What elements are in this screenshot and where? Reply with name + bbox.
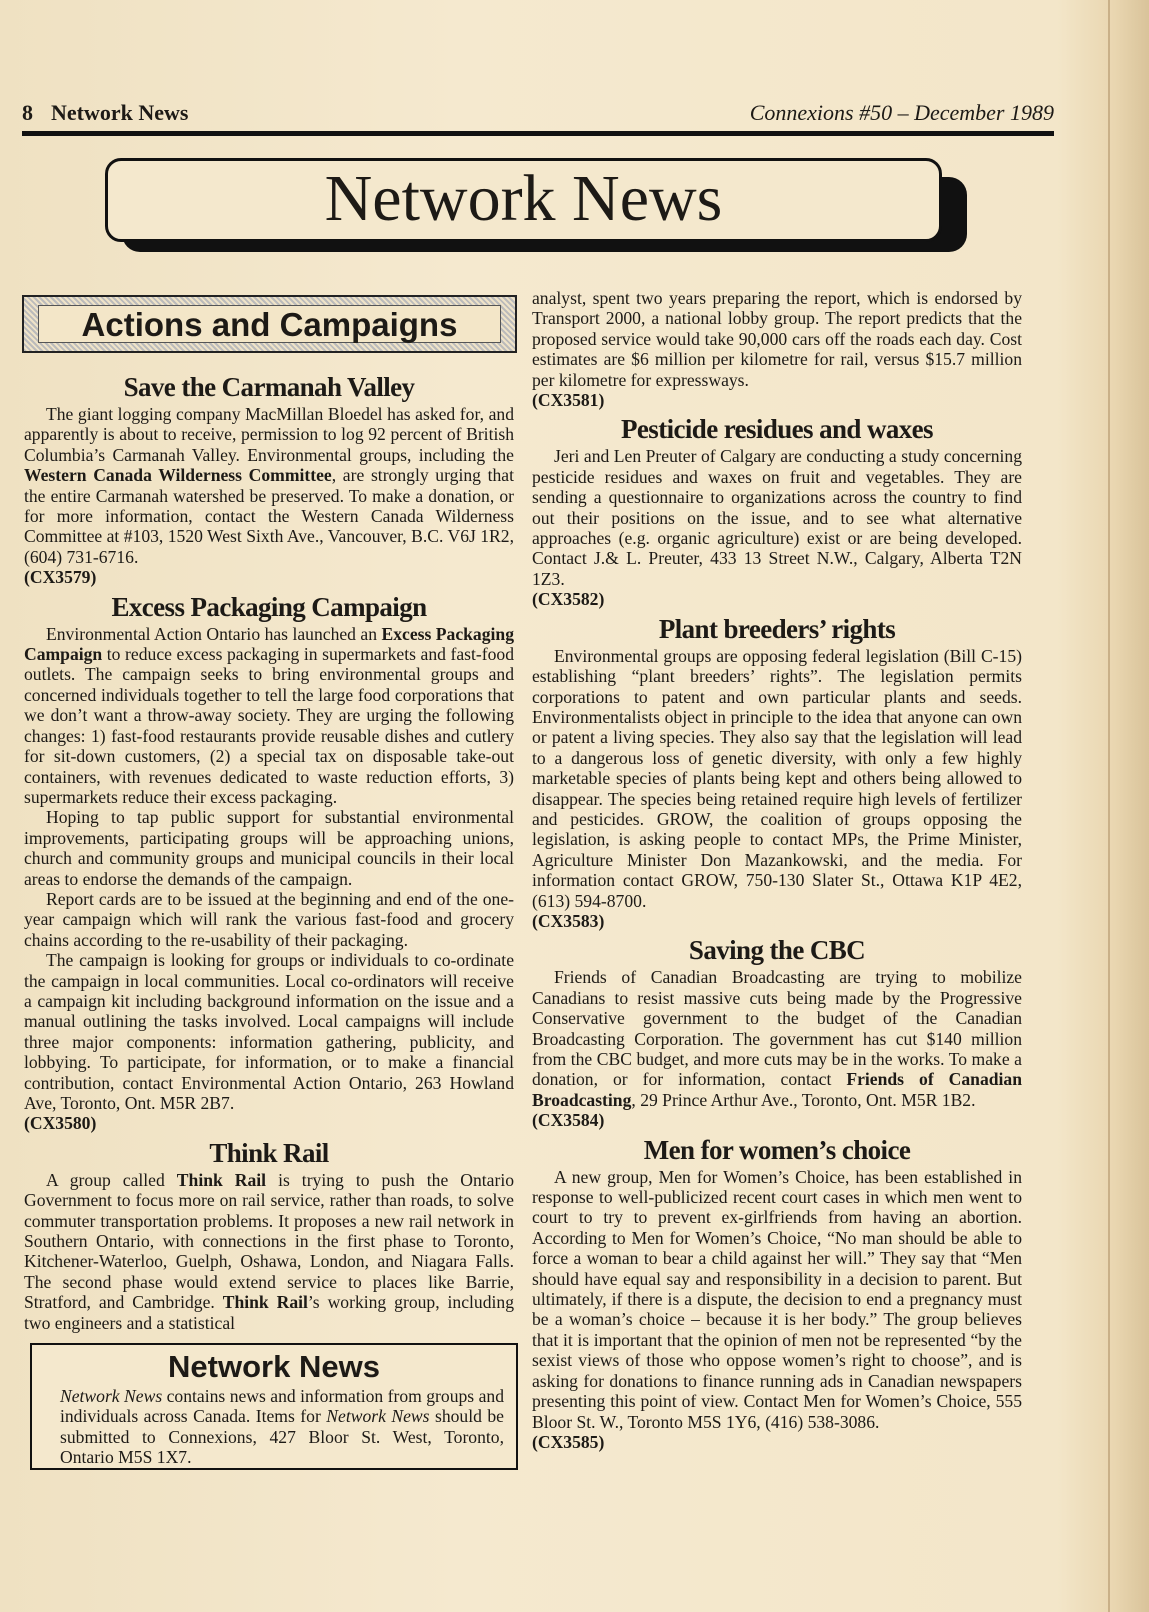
article-heading: Save the Carmanah Valley (123, 372, 415, 402)
network-news-info-box (30, 1343, 518, 1470)
article-body: Hoping to tap public support for substantial environmental improvements, participating groups will be approaching unions, church and community groups and municipal councils in their local areas to endorse the demands of the campaign. (24, 807, 514, 889)
article-ref: (CX3583) (532, 910, 605, 931)
article-body: analyst, spent two years preparing the report, which is endorsed by Transport 2000, a national lobby group. The report predicts that the proposed service would take 90,000 cars off the roads each day. Cost estimates are $6 million per kilometre for rail, versus $15.7 million per kilometre for expressways. (532, 288, 1022, 390)
running-header (22, 100, 1054, 126)
article-body: Friends of Canadian Broadcasting are trying to mobilize Canadians to resist massive cuts being made by the Progressive Conservative government to the budget of the Canadian Broadcasting Corporation. The government has cut $140 million from the CBC budget, and more cuts may be in the works. To make a donation, or for information, contact Friends of Canadian Broadcasting, 29 Prince Arthur Ave., Toronto, Ont. M5R 1B2. (532, 967, 1023, 1110)
article-body: A new group, Men for Women’s Choice, has been established in response to well-publicized recent court cases in which men went to court to try to prevent ex-girlfriends from having an abortion. According to Men for Women’s Choice, “No man should be able to force a woman to bear a child against her will.” They say that “Men should have equal say and responsibility in a decision to parent. But ultimately, if there is a dispute, the decision to end a pregnancy must be a woman’s choice – because it is her body.” The group believes that it is important that the opinion of men not be represented “by the sexist views of those who oppose women’s right to choose”, and is asking for donations to finance running ads in Canadian newspapers presenting this point of view. Contact Men for Women’s Choice, 555 Bloor St. W., Toronto M5S 1Y6, (416) 538-3086. (532, 1166, 1022, 1432)
left-column (24, 368, 514, 1333)
issue-label: Connexions #50 – December 1989 (749, 100, 1054, 125)
article-heading: Excess Packaging Campaign (111, 591, 427, 622)
page-number: 8 (22, 100, 33, 125)
banner-title: Network News (105, 158, 942, 242)
article-ref: (CX3581) (532, 390, 605, 411)
article-body: Environmental groups are opposing federal legislation (Bill C-15) establishing “plant breeders’ rights”. The legislation permits corporations to patent and own particular plants and seeds. Environmentalists object in principle to the idea that anyone can own or patent a living species. They also say that the legislation will lead to a dangerous loss of genetic diversity, with only a few highly marketable species of plants being kept and others being allowed to disappear. The species being retained require high levels of fertilizer and pesticides. GROW, the coalition of groups opposing the legislation, is asking people to contact MPs, the Prime Minister, Agriculture Minister Don Mazankowski, and the media. For information contact GROW, 750-130 Slater St., Ottawa K1P 4E2, (613) 594-8700. (532, 645, 1022, 911)
article-body: Report cards are to be issued at the beginning and end of the one-year campaign which will rank the various fast-food and grocery chains according to the re-usability of their packaging. (24, 888, 514, 950)
article-heading: Men for women’s choice (643, 1134, 911, 1165)
section-tag (22, 295, 517, 353)
article-ref: (CX3584) (532, 1110, 605, 1131)
section-name: Network News (51, 100, 189, 125)
info-box-title: Network News (168, 1349, 380, 1384)
article-heading: Pesticide residues and waxes (621, 414, 933, 445)
article-ref: (CX3585) (532, 1431, 605, 1452)
info-box-text: Network News contains news and information from groups and individuals across Canada. Items for Network News should be submitted to Connexions, 427 Bloor St. West, Toronto, Ontario M5S 1X7. (60, 1386, 504, 1468)
article-heading: Think Rail (209, 1137, 329, 1168)
article-ref: (CX3579) (24, 567, 97, 588)
article-body: The giant logging company MacMillan Bloedel has asked for, and apparently is about to receive, permission to log 92 percent of British Columbia’s Carmanah Valley. Environmental groups, including the Western Canada Wilderness Committee, are strongly urging that the entire Carmanah watershed be preserved. To make a donation, or for more information, contact the Western Canada Wilderness Committee at #103, 1520 West Sixth Ave., Vancouver, B.C. V6J 1R2, (604) 731-6716. (24, 404, 514, 567)
article-ref: (CX3580) (24, 1113, 97, 1134)
article-body: A group called Think Rail is trying to push the Ontario Government to focus more on rail service, rather than roads, to solve commuter transportation problems. It proposes a new rail network in Southern Ontario, with connections in the first phase to Toronto, Kitchener-Waterloo, Guelph, Oshawa, London, and Niagara Falls. The second phase would extend service to places like Barrie, Stratford, and Cambridge. Think Rail’s working group, including two engineers and a statistical (24, 1169, 515, 1333)
article-heading: Saving the CBC (688, 935, 866, 966)
right-column (532, 288, 1022, 1452)
article-body: The campaign is looking for groups or individuals to co-ordinate the campaign in local communities. Local co-ordinators will receive a campaign kit including background information on the issue and a manual outlining the tasks involved. Local campaigns will include three major components: information gathering, publicity, and lobbying. To participate, for information, or to make a financial contribution, contact Environmental Action Ontario, 263 Howland Ave, Toronto, Ont. M5R 2B7. (24, 950, 514, 1113)
page-fold-edge (1108, 0, 1110, 1612)
article-heading: Plant breeders’ rights (658, 613, 896, 644)
article-body: Environmental Action Ontario has launched an Excess Packaging Campaign to reduce excess packaging in supermarkets and fast-food outlets. The campaign seeks to bring environmental groups and concerned individuals together to tell the large food corporations that we don’t want a throw-away society. They are urging the following changes: 1) fast-food restaurants provide reusable dishes and cutlery for sit-down customers, (2) a special tax on disposable take-out containers, with revenues dedicated to waste reduction efforts, 3) supermarkets reduce their excess packaging. (24, 623, 514, 807)
article-ref: (CX3582) (532, 589, 605, 610)
section-tag-label: Actions and Campaigns (38, 305, 501, 343)
header-rule (22, 131, 1054, 136)
article-body: Jeri and Len Preuter of Calgary are conducting a study concerning pesticide residues and waxes on fruit and vegetables. They are sending a questionnaire to organizations across the country to find out their positions on the issue, and to see what alternative approaches (e.g. organic agriculture) exist or are being developed. Contact J.& L. Preuter, 433 13 Street N.W., Calgary, Alberta T2N 1Z3. (532, 446, 1022, 589)
